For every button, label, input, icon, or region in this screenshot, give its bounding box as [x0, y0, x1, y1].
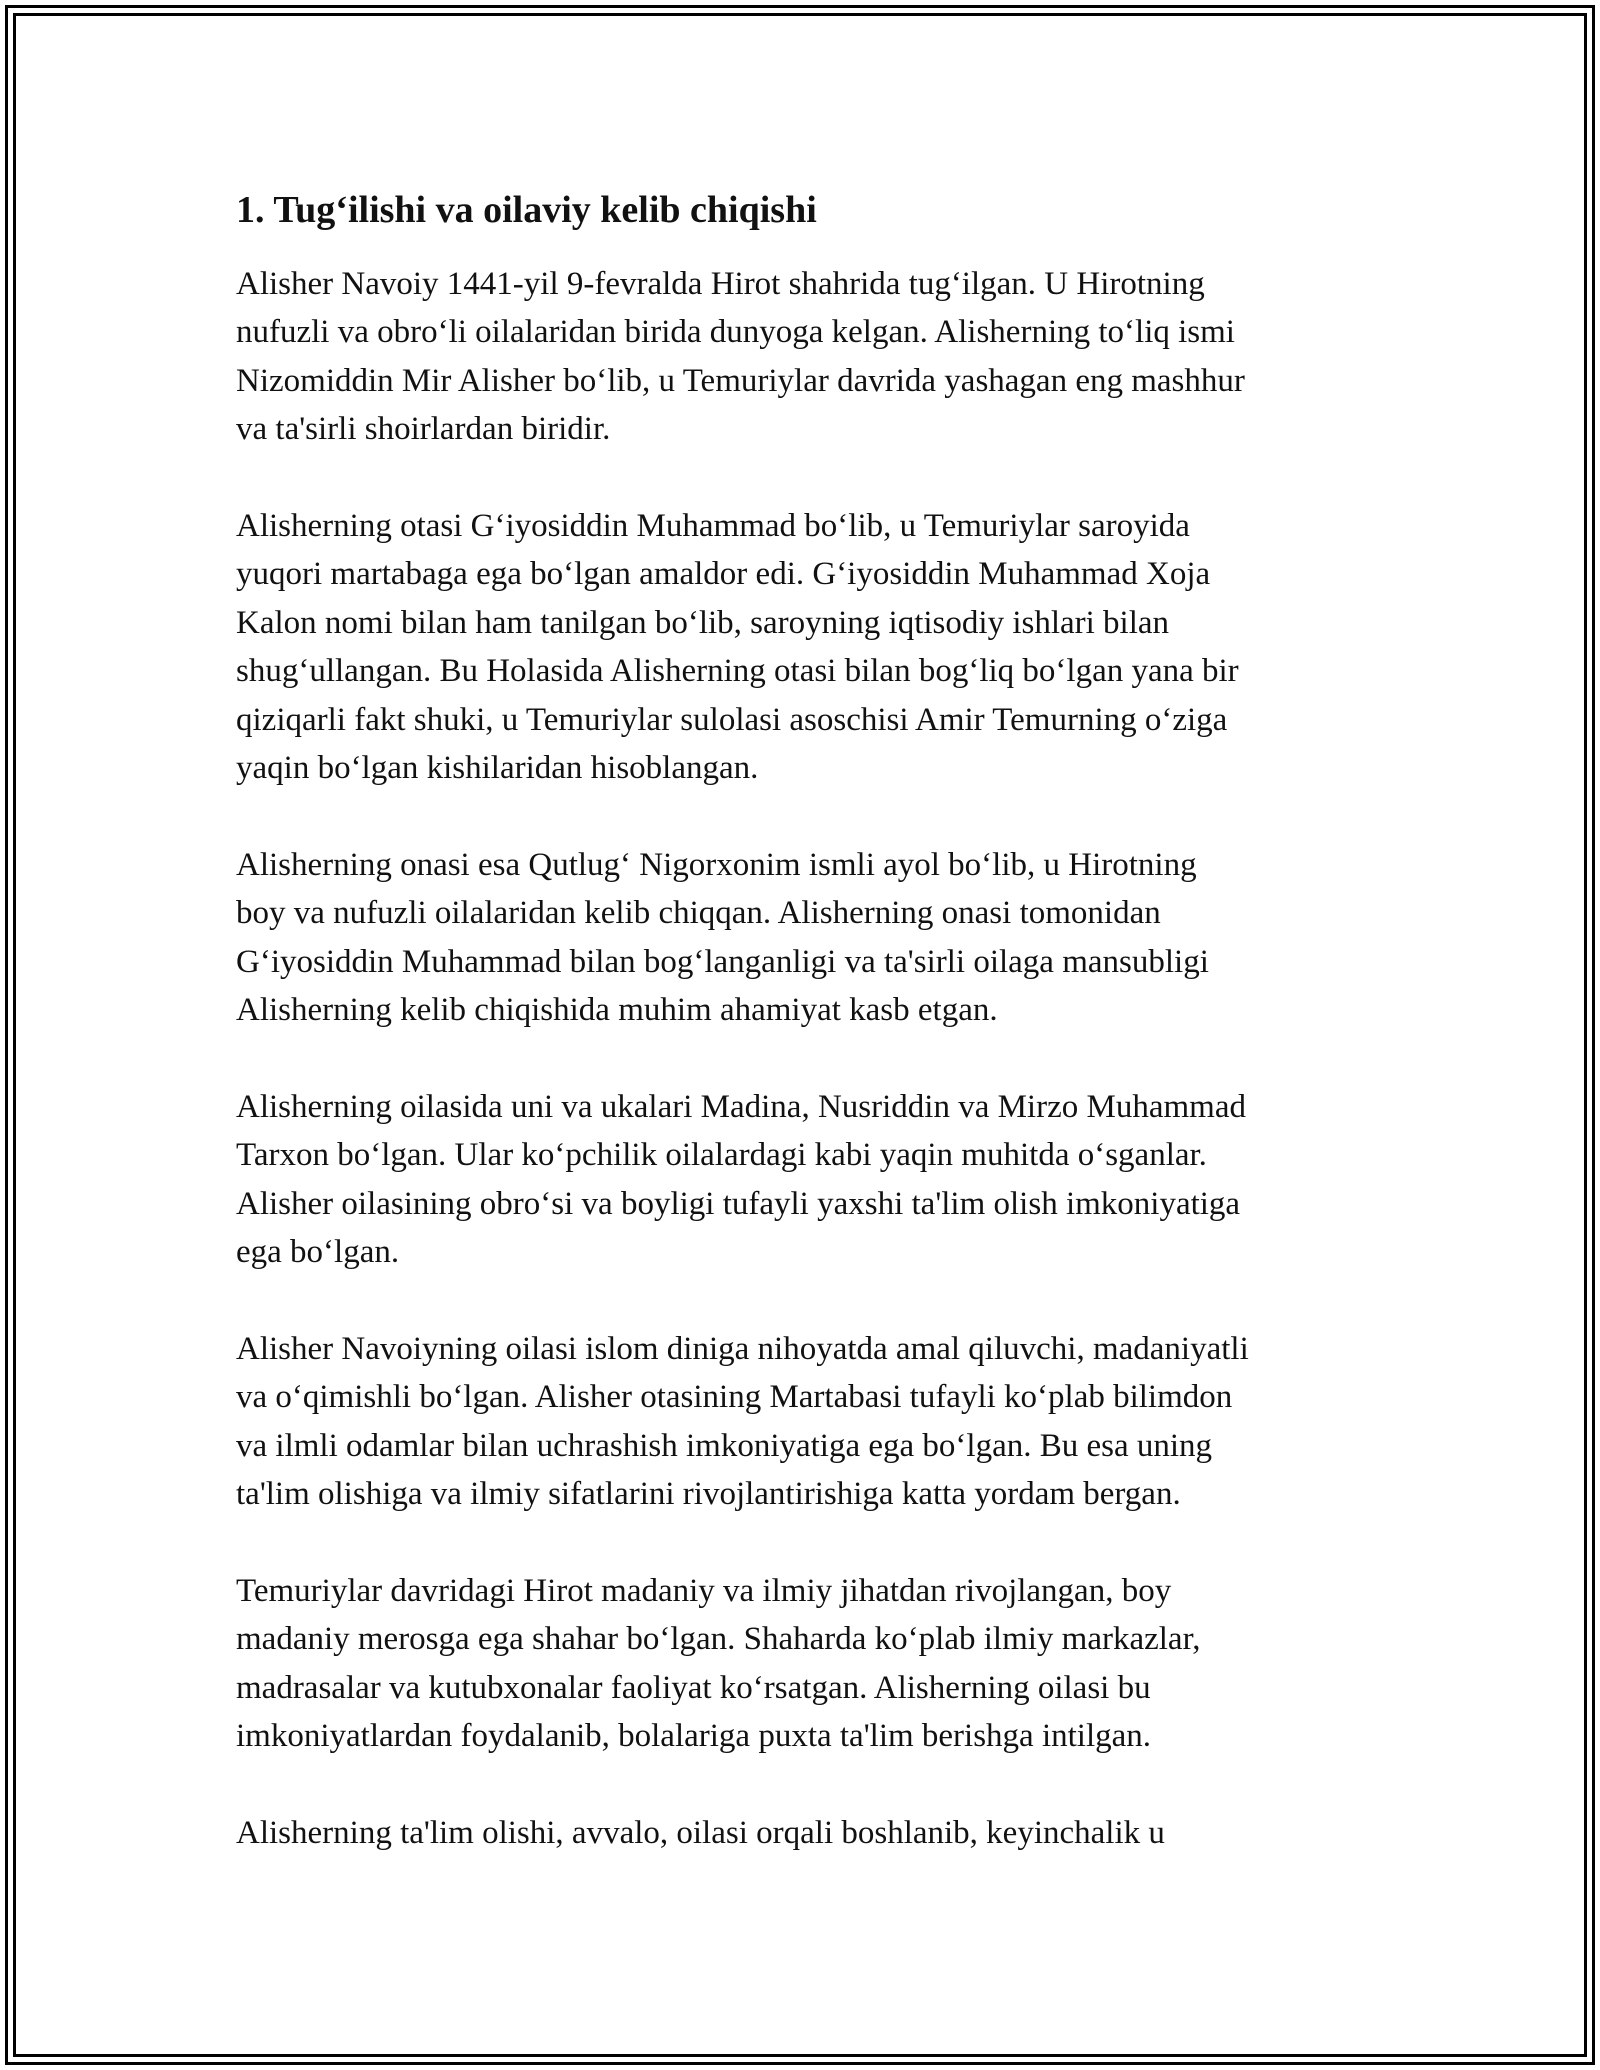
paragraph-herat [236, 1567, 1376, 1761]
paragraph-line: va ta'sirli shoirlardan biridir. [236, 411, 611, 448]
paragraph-line: nufuzli va obro‘li oilalaridan birida dunyoga kelgan. Alisherning to‘liq ismi [236, 314, 1235, 351]
paragraph-line: madaniy merosga ega shahar bo‘lgan. Shaharda ko‘plab ilmiy markazlar, [236, 1621, 1201, 1658]
paragraph-family-religion [236, 1325, 1376, 1519]
paragraph-line: yaqin bo‘lgan kishilaridan hisoblangan. [236, 750, 759, 787]
paragraph-line: G‘iyosiddin Muhammad bilan bog‘langanligi va ta'sirli oilaga mansubligi [236, 943, 1209, 980]
paragraph-father [236, 502, 1376, 792]
paragraph-line: Tarxon bo‘lgan. Ular ko‘pchilik oilalardagi kabi yaqin muhitda o‘sganlar. [236, 1137, 1207, 1174]
paragraph-line: va ilmli odamlar bilan uchrashish imkoniyatiga ega bo‘lgan. Bu esa uning [236, 1427, 1213, 1464]
paragraph-line: ega bo‘lgan. [236, 1234, 400, 1271]
paragraph-birth [236, 260, 1376, 454]
paragraph-line: Kalon nomi bilan ham tanilgan bo‘lib, saroyning iqtisodiy ishlari bilan [236, 604, 1170, 641]
paragraph-line: Alisher Navoiy 1441-yil 9-fevralda Hirot shahrida tug‘ilgan. U Hirotning [236, 266, 1205, 302]
paragraph-line: boy va nufuzli oilalaridan kelib chiqqan. Alisherning onasi tomonidan [236, 895, 1161, 932]
paragraph-line: Nizomiddin Mir Alisher bo‘lib, u Temuriylar davrida yashagan eng mashhur [236, 362, 1245, 399]
paragraph-line: Alisher Navoiyning oilasi islom diniga nihoyatda amal qiluvchi, madaniyatli [236, 1330, 1249, 1367]
paragraph-line: yuqori martabaga ega bo‘lgan amaldor edi. G‘iyosiddin Muhammad Xoja [236, 556, 1211, 593]
paragraph-line: madrasalar va kutubxonalar faoliyat ko‘rsatgan. Alisherning oilasi bu [236, 1669, 1151, 1706]
paragraph-line: Alisherning ta'lim olishi, avvalo, oilasi orqali boshlanib, keyinchalik u [236, 1814, 1165, 1851]
paragraph-line: va o‘qimishli bo‘lgan. Alisher otasining Martabasi tufayli ko‘plab bilimdon [236, 1379, 1233, 1416]
paragraph-line: Temuriylar davridagi Hirot madaniy va ilmiy jihatdan rivojlangan, boy [236, 1572, 1172, 1609]
section-heading: 1. Tug‘ilishi va oilaviy kelib chiqishi [236, 189, 817, 231]
paragraph-line: Alisherning kelib chiqishida muhim ahamiyat kasb etgan. [236, 992, 998, 1029]
paragraph-line: ta'lim olishiga va ilmiy sifatlarini rivojlantirishiga katta yordam bergan. [236, 1476, 1181, 1513]
paragraph-education [236, 1809, 1376, 1857]
document-body [236, 186, 1376, 1906]
paragraph-line: imkoniyatlardan foydalanib, bolalariga puxta ta'lim berishga intilgan. [236, 1718, 1152, 1755]
paragraph-line: shug‘ullangan. Bu Holasida Alisherning otasi bilan bog‘liq bo‘lgan yana bir [236, 653, 1239, 690]
paragraph-line: Alisher oilasining obro‘si va boyligi tufayli yaxshi ta'lim olish imkoniyatiga [236, 1185, 1241, 1222]
paragraph-mother [236, 841, 1376, 1035]
paragraph-line: Alisherning oilasida uni va ukalari Madina, Nusriddin va Mirzo Muhammad [236, 1088, 1246, 1125]
paragraph-line: qiziqarli fakt shuki, u Temuriylar sulolasi asoschisi Amir Temurning o‘ziga [236, 701, 1228, 738]
paragraph-line: Alisherning otasi G‘iyosiddin Muhammad bo‘lib, u Temuriylar saroyida [236, 508, 1190, 545]
paragraph-siblings [236, 1083, 1376, 1277]
paragraph-line: Alisherning onasi esa Qutlug‘ Nigorxonim ismli ayol bo‘lib, u Hirotning [236, 846, 1197, 883]
